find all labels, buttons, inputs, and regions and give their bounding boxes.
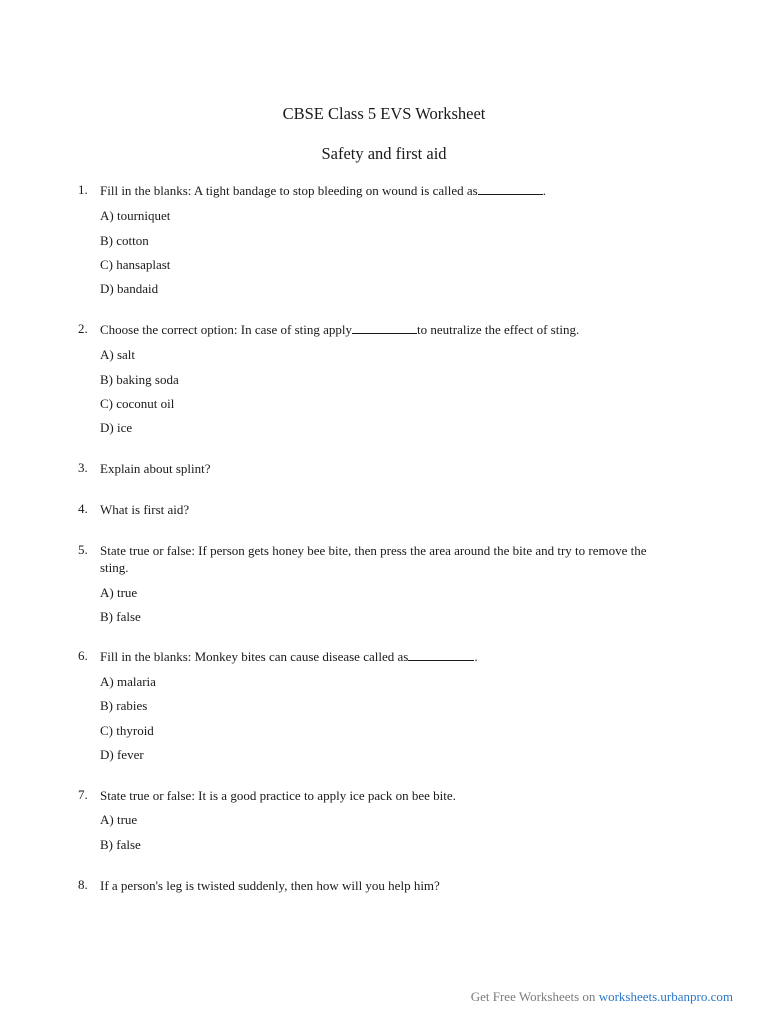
question-text-before: Choose the correct option: In case of sting apply — [100, 322, 352, 337]
worksheets-link[interactable]: worksheets.urbanpro.com — [598, 989, 733, 1004]
footer-prefix: Get Free Worksheets on — [470, 989, 599, 1004]
option-a: A) malaria — [100, 674, 156, 689]
question-number: 2. — [78, 321, 88, 336]
question-text — [100, 321, 675, 338]
question-text-after: . — [474, 649, 478, 664]
option-b: B) false — [100, 609, 141, 624]
question-text-after: to neutralize the effect of sting. — [417, 322, 580, 337]
option-b: B) baking soda — [100, 372, 179, 387]
answer-blank — [408, 648, 474, 661]
question-number: 4. — [78, 501, 88, 516]
question-number: 7. — [78, 787, 88, 802]
option-c: C) hansaplast — [100, 257, 171, 272]
question-text — [100, 648, 675, 665]
question-text: Explain about splint? — [100, 461, 211, 476]
question-text: State true or false: If person gets honey bee bite, then press the area around the bite and try to remove the sting. — [100, 543, 647, 575]
option-c: C) thyroid — [100, 723, 154, 738]
option-b: B) cotton — [100, 233, 149, 248]
option-a: A) salt — [100, 347, 136, 362]
worksheet-subtitle: Safety and first aid — [321, 144, 447, 163]
option-a: A) tourniquet — [100, 208, 171, 223]
option-b: B) false — [100, 837, 141, 852]
question-text — [100, 182, 675, 199]
option-d: D) ice — [100, 420, 133, 435]
question-number: 1. — [78, 182, 88, 197]
question-text: If a person's leg is twisted suddenly, then how will you help him? — [100, 878, 440, 893]
answer-blank — [352, 321, 417, 334]
question-text-after: . — [542, 183, 546, 198]
question-text: State true or false: It is a good practice to apply ice pack on bee bite. — [100, 788, 456, 803]
option-a: A) true — [100, 585, 138, 600]
question-text: What is first aid? — [100, 502, 190, 517]
question-number: 8. — [78, 877, 88, 892]
footer — [471, 989, 733, 1005]
option-c: C) coconut oil — [100, 396, 175, 411]
worksheet-title: CBSE Class 5 EVS Worksheet — [282, 104, 486, 123]
option-d: D) fever — [100, 747, 144, 762]
question-number: 5. — [78, 542, 88, 557]
question-number: 6. — [78, 648, 88, 663]
option-b: B) rabies — [100, 698, 148, 713]
option-a: A) true — [100, 812, 138, 827]
question-number: 3. — [78, 460, 88, 475]
option-d: D) bandaid — [100, 281, 159, 296]
question-text-before: Fill in the blanks: A tight bandage to stop bleeding on wound is called as — [100, 183, 478, 198]
answer-blank — [478, 182, 543, 195]
question-text-before: Fill in the blanks: Monkey bites can cause disease called as — [100, 649, 409, 664]
